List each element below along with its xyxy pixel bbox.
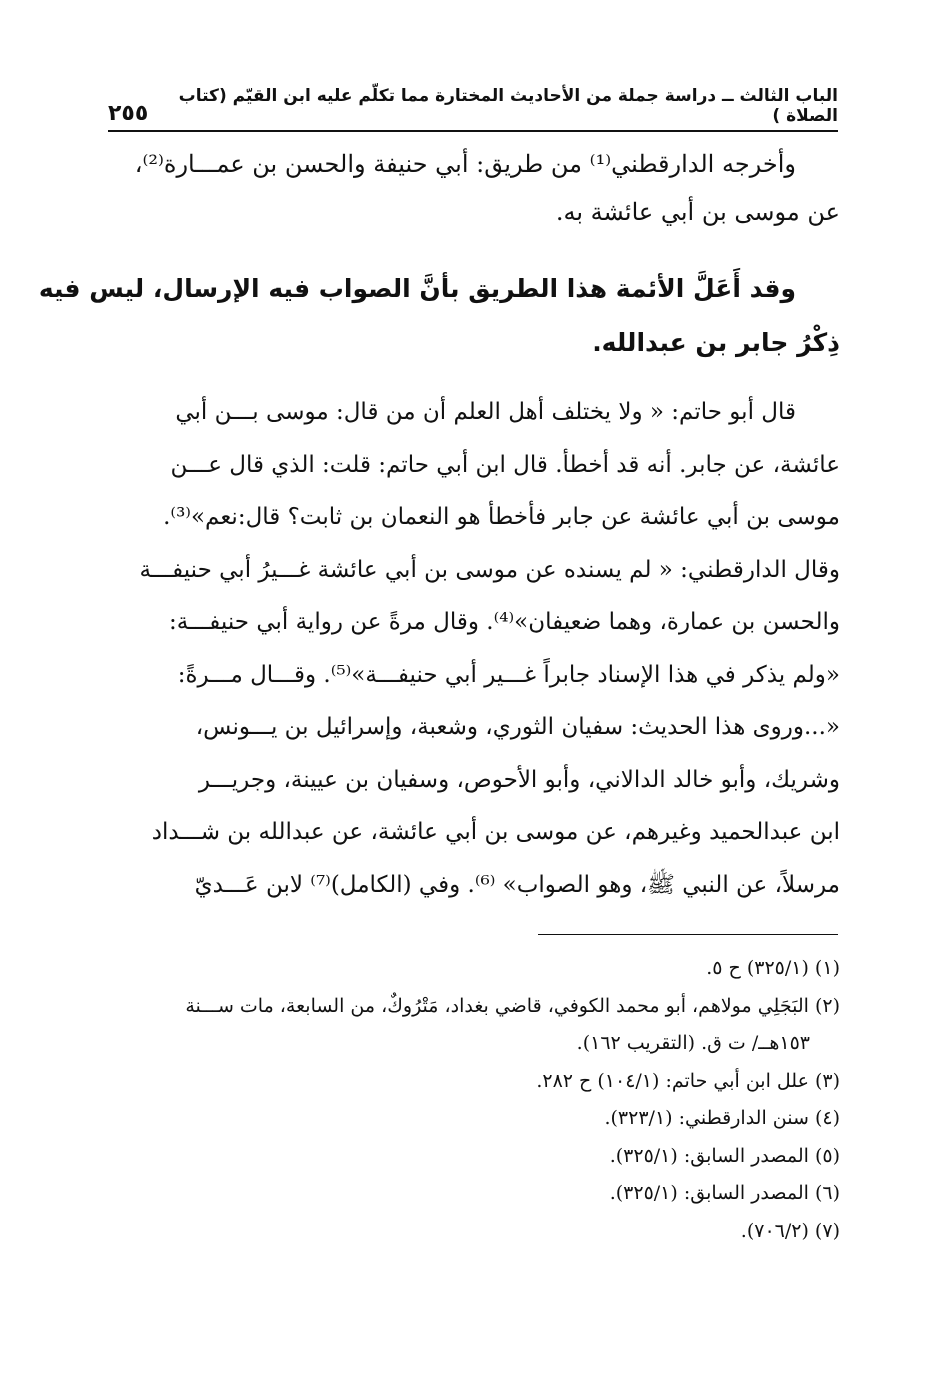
footnote-separator (538, 934, 838, 935)
footnote-3: (٣) علل ابن أبي حاتم: (١٠٤/١) ح ٢٨٢. (536, 1069, 840, 1092)
paragraph-1 (128, 140, 840, 236)
text-line: ابن عبدالحميد وغيرهم، عن موسى بن أبي عائشة، عن عبدالله بن شـــداد (151, 819, 840, 845)
page-number: ٢٥٥ (108, 101, 149, 126)
heading-line: ذِكْرُ جابر بن عبدالله. (592, 328, 840, 357)
footnote-1: (١) (٣٢٥/١) ح ٥. (706, 957, 840, 979)
heading-line: وقد أَعَلَّ الأئمة هذا الطريق بأنَّ الصواب فيه الإرسال، ليس فيه (38, 274, 796, 303)
paragraph-2 (128, 386, 840, 911)
footnote-4: (٤) سنن الدارقطني: (٣٢٣/١). (604, 1107, 840, 1129)
text-line: عائشة، عن جابر. أنه قد أخطأ. قال ابن أبي حاتم: قلت: الذي قال عـــن (170, 451, 840, 478)
text-line: «ولم يذكر في هذا الإسناد جابراً غـــير أبي حنيفـــة»⁽⁵⁾. وقـــال مـــرةً: (177, 661, 840, 688)
text-line: وشريك، وأبو خالد الدالاني، وأبو الأحوص، وسفيان بن عيينة، وجريـــر (198, 766, 840, 793)
section-heading (38, 262, 840, 370)
text-line: قال أبو حاتم: « ولا يختلف أهل العلم أن من قال: موسى بـــن أبي (175, 399, 796, 425)
text-line: عن موسى بن أبي عائشة به. (555, 198, 840, 226)
text-line: والحسن بن عمارة، وهما ضعيفان»⁽⁴⁾. وقال مرةً عن رواية أبي حنيفـــة: (168, 609, 840, 635)
footnote-6: (٦) المصدر السابق: (٣٢٥/١). (609, 1182, 840, 1204)
footnote-5: (٥) المصدر السابق: (٣٢٥/١). (609, 1144, 840, 1167)
text-line: موسى بن أبي عائشة عن جابر فأخطأ هو النعمان بن ثابت؟ قال:نعم»⁽³⁾. (163, 504, 840, 530)
text-line: وأخرجه الدارقطني⁽¹⁾ من طريق: أبي حنيفة والحسن بن عمـــارة⁽²⁾، (134, 150, 796, 178)
footnote-2-continuation: ١٥٣هــ/ ت ق. (التقريب ١٦٢). (576, 1032, 810, 1054)
footnotes (128, 950, 840, 1250)
text-line: وقال الدارقطني: « لم يسنده عن موسى بن أبي عائشة غـــيرُ أبي حنيفـــة (139, 556, 840, 583)
footnote-2: (٢) البَجَلِي مولاهم، أبو محمد الكوفي، قاضي بغداد، مَتْرُوكٌ، من السابعة، مات ســـنة (185, 994, 840, 1017)
footnote-7: (٧) (٧٠٦/٢). (740, 1219, 840, 1242)
text-line: مرسلاً، عن النبي ﷺ، وهو الصواب» ⁽⁶⁾. وفي (الكامل)⁽⁷⁾ لابن عَـــديّ (194, 871, 840, 898)
running-header (108, 86, 838, 132)
text-line: «...وروى هذا الحديث: سفيان الثوري، وشعبة، وإسرائيل بن يـــونس، (195, 714, 840, 740)
chapter-title: الباب الثالث ــ دراسة جملة من الأحاديث المختارة مما تكلّم عليه ابن القيّم (كتاب الصلاة ) (178, 86, 838, 126)
